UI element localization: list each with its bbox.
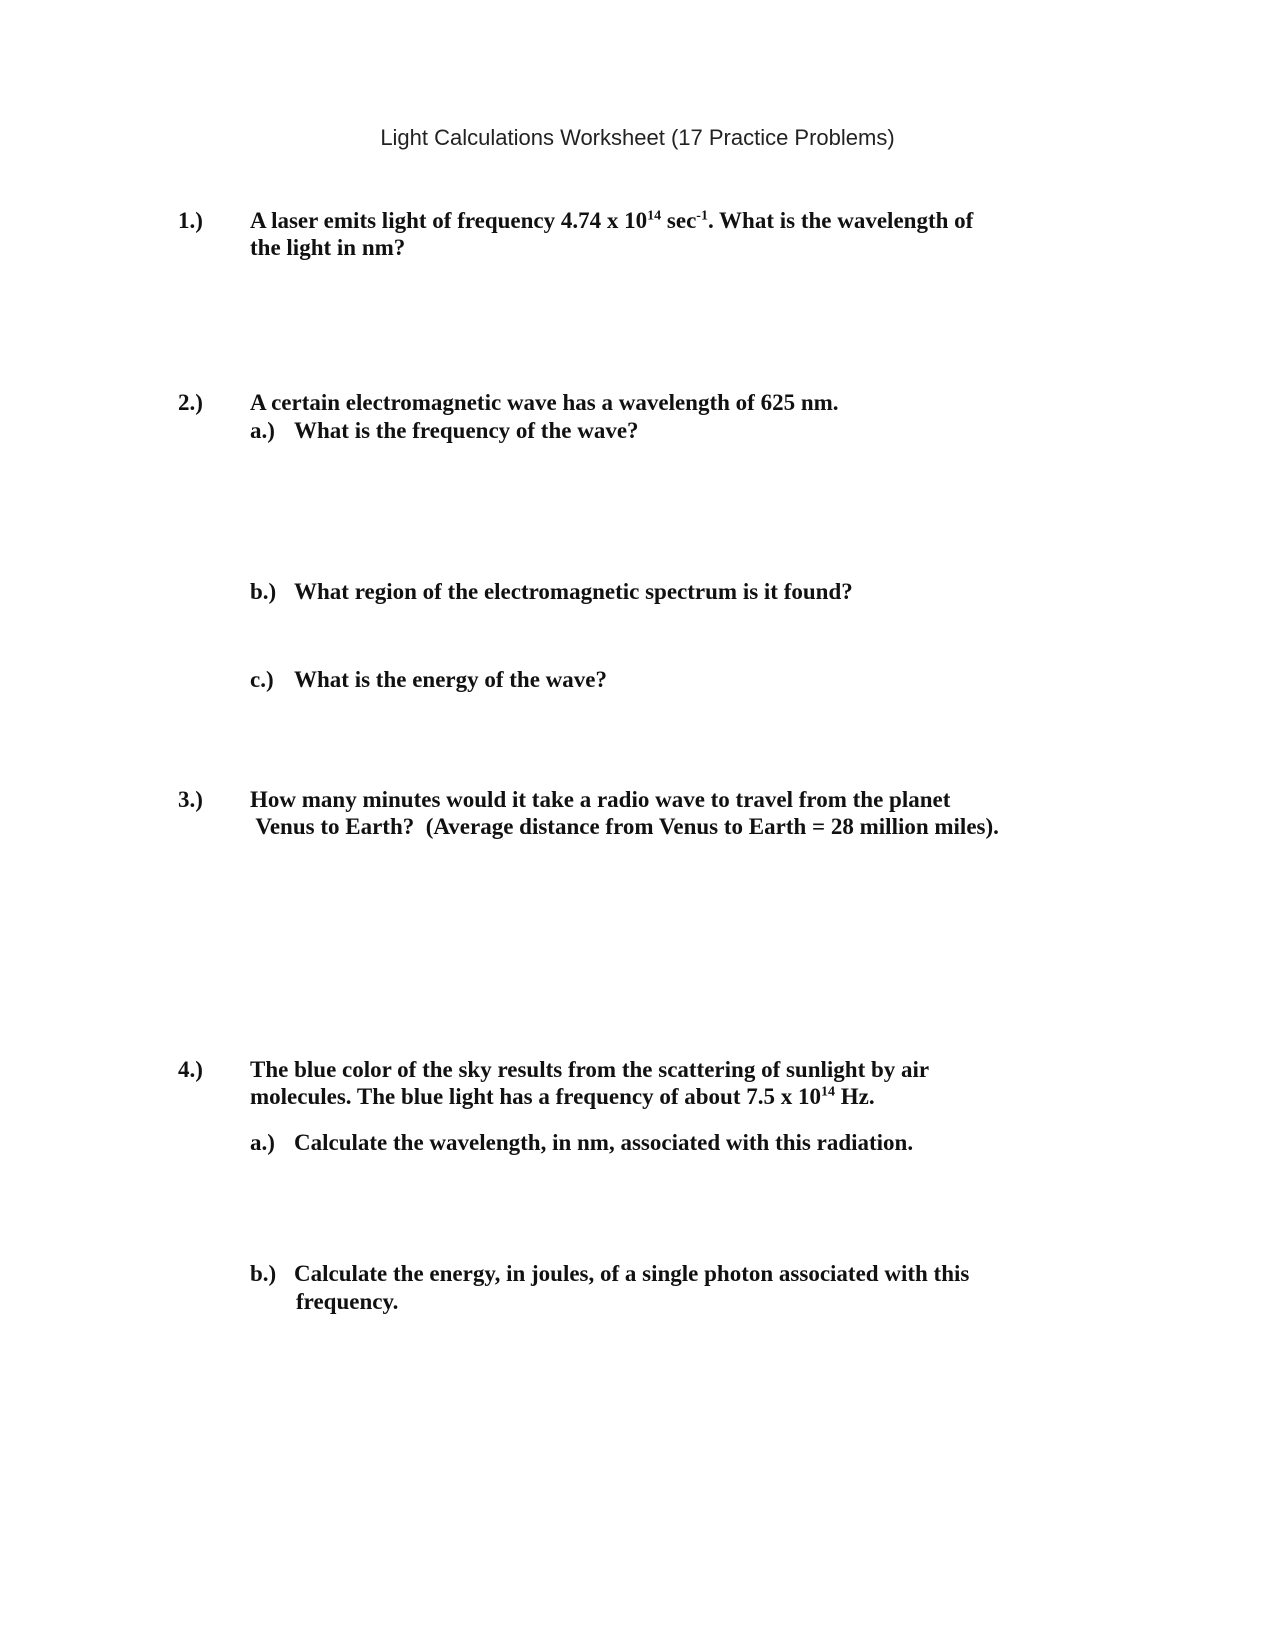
question-2a [250,417,639,445]
question-2c-text: What is the energy of the wave? [294,667,608,692]
question-4-text-line2 [250,1083,875,1111]
question-4-text-line1: The blue color of the sky results from the scattering of sunlight by air [250,1057,930,1082]
question-1-text-line1 [250,207,973,235]
question-1-unit: sec [661,208,697,233]
question-1-unit-exponent: -1 [696,208,708,224]
question-4b-label: b.) [250,1261,277,1286]
page-title: Light Calculations Worksheet (17 Practice Problems) [380,125,895,150]
question-4-unit: Hz. [835,1084,875,1109]
question-3-text-line1: How many minutes would it take a radio wave to travel from the planet [250,787,951,812]
question-1-text-part: A laser emits light of frequency 4.74 x 10 [250,208,648,233]
question-1-text-line2: the light in nm? [250,235,406,260]
question-2a-label: a.) [250,418,275,443]
question-2b-text: What region of the electromagnetic spectrum is it found? [294,579,853,604]
question-4a-label: a.) [250,1130,275,1155]
question-2c [250,666,607,694]
question-4a-text: Calculate the wavelength, in nm, associated with this radiation. [294,1130,914,1155]
question-4-exponent: 14 [821,1084,835,1100]
question-1-text-part: . What is the wavelength of [707,208,974,233]
question-2-number: 2.) [178,390,203,415]
question-2b [250,578,853,606]
question-4b-text-line2: frequency. [296,1289,399,1314]
question-4a [250,1129,913,1157]
question-3-text-line2: Venus to Earth? (Average distance from Venus to Earth = 28 million miles). [250,814,999,839]
question-1-exponent: 14 [647,208,662,224]
question-4b [250,1260,969,1288]
question-4-text-part: molecules. The blue light has a frequency of about 7.5 x 10 [250,1084,821,1109]
question-2c-label: c.) [250,667,274,692]
question-2b-label: b.) [250,579,277,604]
question-1-number: 1.) [178,208,203,233]
question-2-stem: A certain electromagnetic wave has a wavelength of 625 nm. [250,390,839,415]
question-3-number: 3.) [178,787,203,812]
question-2a-text: What is the frequency of the wave? [294,418,639,443]
question-4-number: 4.) [178,1057,203,1082]
question-4b-text-line1: Calculate the energy, in joules, of a single photon associated with this [294,1261,970,1286]
